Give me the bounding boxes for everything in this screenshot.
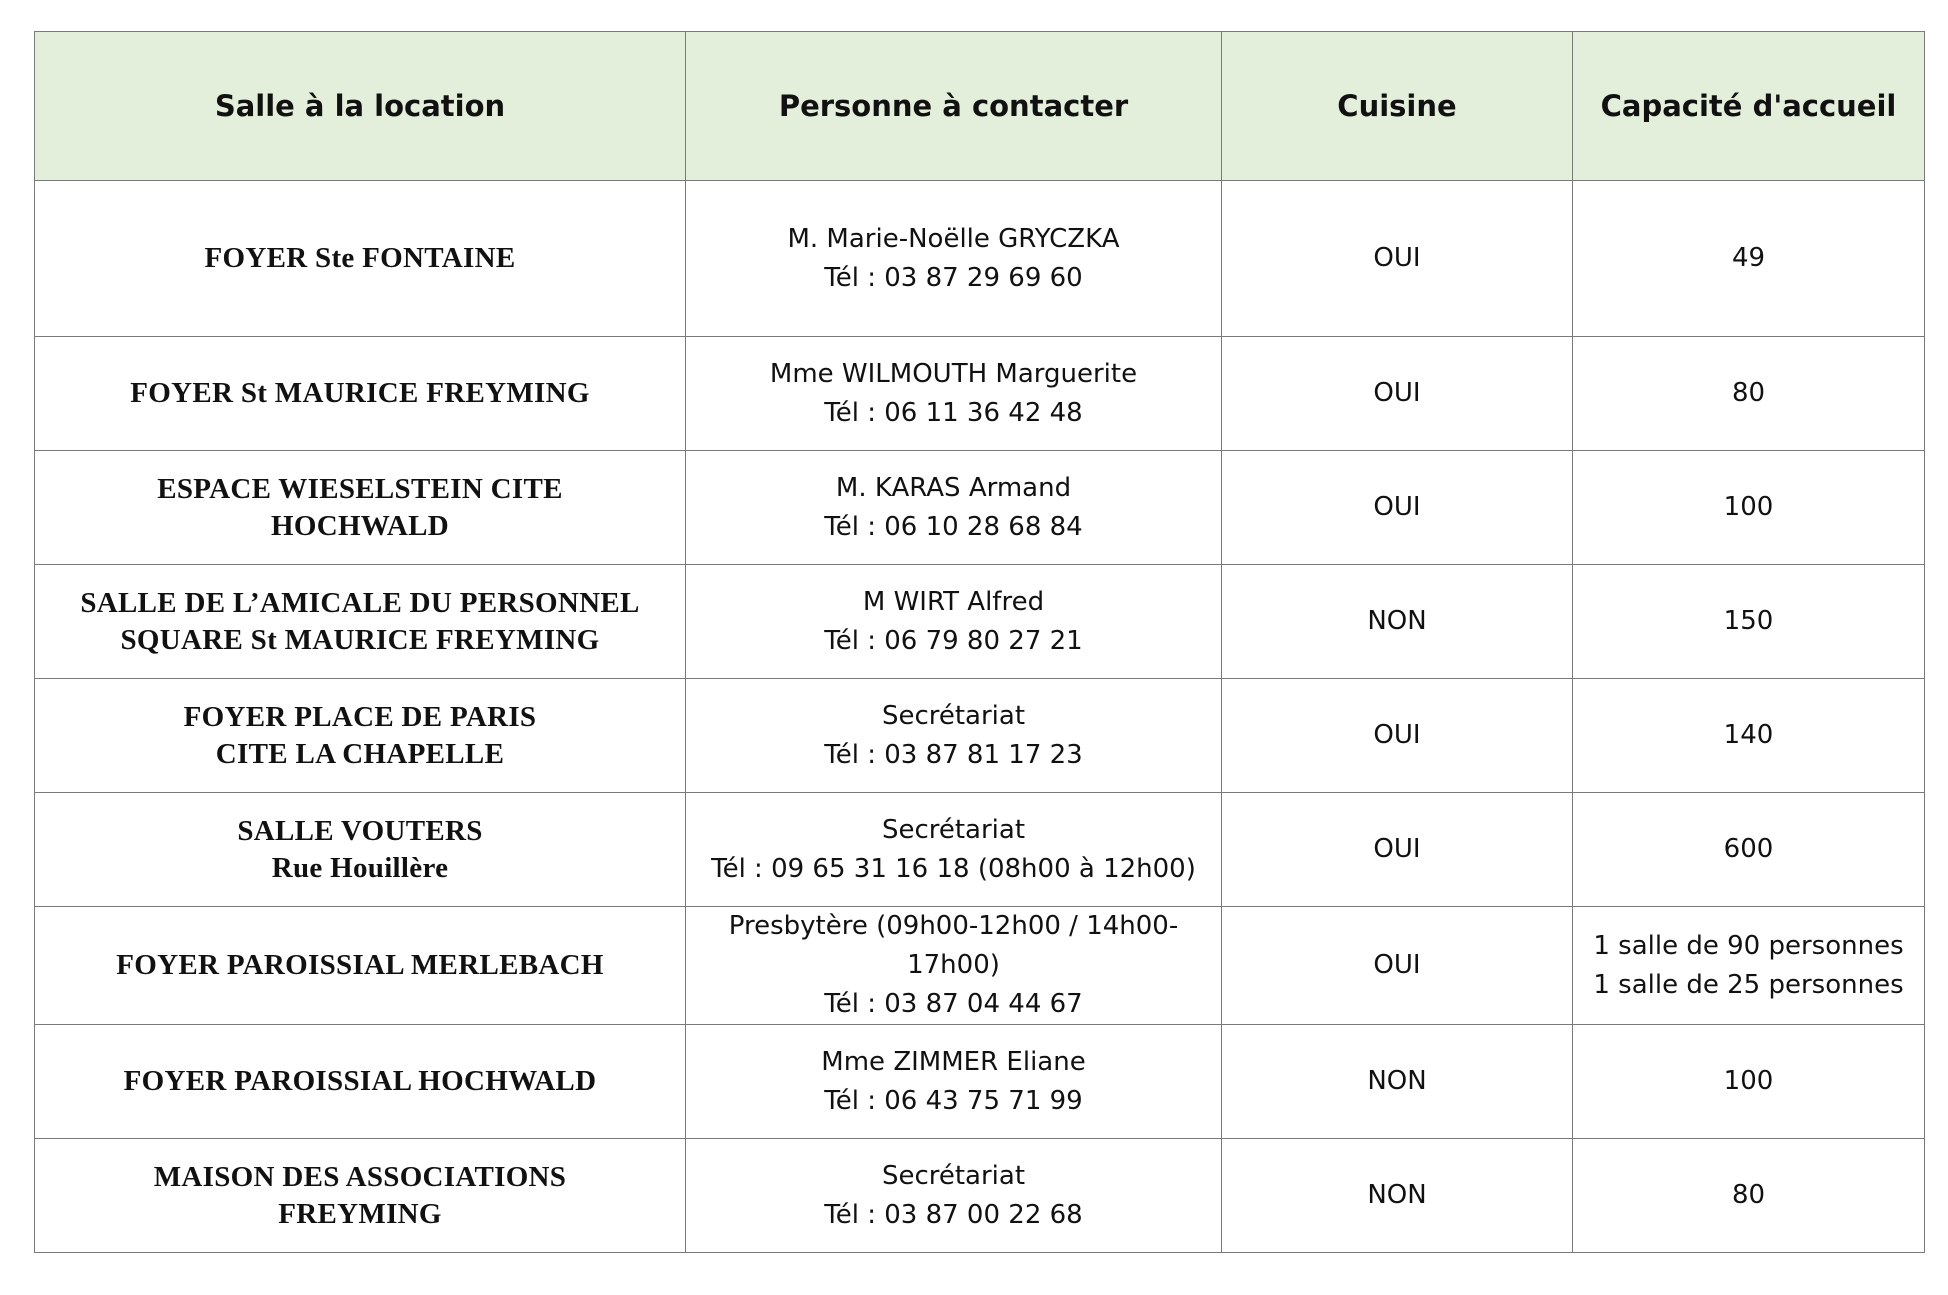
salle-line: MAISON DES ASSOCIATIONS <box>153 1160 567 1193</box>
cell-salle <box>35 337 686 451</box>
cell-salle <box>35 451 686 565</box>
contact-name: Mme WILMOUTH Marguerite <box>769 358 1138 389</box>
contact-phone: Tél : 03 87 00 22 68 <box>824 1199 1083 1230</box>
cell-contact <box>686 181 1222 337</box>
cell-cuisine: OUI <box>1222 793 1573 907</box>
salle-line: ESPACE WIESELSTEIN CITE <box>157 472 563 505</box>
salle-line: FOYER St MAURICE FREYMING <box>130 377 590 409</box>
rental-halls-table <box>34 31 1925 1253</box>
cell-cuisine: OUI <box>1222 451 1573 565</box>
header-salle: Salle à la location <box>35 32 686 181</box>
capacite-line: 150 <box>1723 606 1774 636</box>
header-cuisine: Cuisine <box>1222 32 1573 181</box>
capacite-line: 49 <box>1731 243 1766 273</box>
cell-salle <box>35 1025 686 1139</box>
cell-capacite <box>1573 793 1925 907</box>
cell-cuisine: OUI <box>1222 679 1573 793</box>
cell-contact <box>686 793 1222 907</box>
cell-cuisine: OUI <box>1222 337 1573 451</box>
cell-salle <box>35 793 686 907</box>
capacite-line: 80 <box>1731 378 1766 408</box>
contact-phone: Tél : 03 87 29 69 60 <box>824 262 1083 293</box>
contact-phone: Tél : 06 11 36 42 48 <box>824 397 1083 428</box>
salle-line: HOCHWALD <box>270 509 450 542</box>
cell-salle <box>35 181 686 337</box>
contact-name: Secrétariat <box>881 1160 1026 1191</box>
cell-capacite <box>1573 451 1925 565</box>
contact-name: Mme ZIMMER Eliane <box>821 1046 1086 1077</box>
salle-line: CITE LA CHAPELLE <box>215 737 505 770</box>
cell-cuisine: OUI <box>1222 907 1573 1025</box>
contact-phone: Tél : 09 65 31 16 18 (08h00 à 12h00) <box>711 853 1196 884</box>
header-capacite: Capacité d'accueil <box>1573 32 1925 181</box>
cell-cuisine: NON <box>1222 1139 1573 1253</box>
salle-line: SALLE DE L’AMICALE DU PERSONNEL <box>80 586 640 619</box>
contact-phone: Tél : 06 79 80 27 21 <box>824 625 1083 656</box>
cell-capacite <box>1573 181 1925 337</box>
cell-capacite <box>1573 907 1925 1025</box>
salle-line: SALLE VOUTERS <box>237 814 483 847</box>
contact-name: M. Marie-Noëlle GRYCZKA <box>787 223 1120 254</box>
capacite-line: 80 <box>1731 1180 1766 1210</box>
cell-cuisine: NON <box>1222 1025 1573 1139</box>
contact-name: Presbytère (09h00-12h00 / 14h00- <box>728 911 1179 941</box>
table-row <box>35 1025 1925 1139</box>
salle-line: FOYER PLACE DE PARIS <box>183 700 537 733</box>
salle-line: FOYER PAROISSIAL MERLEBACH <box>116 949 604 981</box>
cell-contact <box>686 907 1222 1025</box>
capacite-line: 100 <box>1723 492 1774 522</box>
cell-capacite <box>1573 565 1925 679</box>
cell-contact <box>686 565 1222 679</box>
cell-salle <box>35 679 686 793</box>
cell-capacite <box>1573 337 1925 451</box>
contact-phone: Tél : 03 87 81 17 23 <box>824 739 1083 770</box>
table-row <box>35 793 1925 907</box>
table-row <box>35 1139 1925 1253</box>
contact-name: M WIRT Alfred <box>862 586 1045 617</box>
contact-name: 17h00) <box>907 950 1000 980</box>
cell-contact <box>686 337 1222 451</box>
cell-salle <box>35 565 686 679</box>
cell-contact <box>686 679 1222 793</box>
capacite-line: 100 <box>1723 1066 1774 1096</box>
header-row <box>35 32 1925 181</box>
cell-capacite <box>1573 1139 1925 1253</box>
contact-phone: Tél : 06 10 28 68 84 <box>824 511 1083 542</box>
cell-contact <box>686 451 1222 565</box>
cell-capacite <box>1573 679 1925 793</box>
contact-name: Secrétariat <box>881 814 1026 845</box>
table-row <box>35 181 1925 337</box>
contact-name: Secrétariat <box>881 700 1026 731</box>
table-row <box>35 565 1925 679</box>
salle-line: FOYER Ste FONTAINE <box>204 242 516 274</box>
header-contact: Personne à contacter <box>686 32 1222 181</box>
capacite-line: 1 salle de 90 personnes <box>1593 930 1904 961</box>
salle-line: SQUARE St MAURICE FREYMING <box>120 623 600 656</box>
cell-salle <box>35 1139 686 1253</box>
capacite-line: 140 <box>1723 720 1774 750</box>
table-row <box>35 679 1925 793</box>
table-row <box>35 337 1925 451</box>
table-row <box>35 907 1925 1025</box>
salle-line: FREYMING <box>278 1197 442 1230</box>
salle-line: Rue Houillère <box>271 851 449 884</box>
contact-phone: Tél : 06 43 75 71 99 <box>824 1085 1083 1116</box>
contact-phone: Tél : 03 87 04 44 67 <box>824 989 1083 1019</box>
cell-cuisine: OUI <box>1222 181 1573 337</box>
salle-line: FOYER PAROISSIAL HOCHWALD <box>123 1065 597 1097</box>
cell-cuisine: NON <box>1222 565 1573 679</box>
contact-name: M. KARAS Armand <box>835 472 1072 503</box>
cell-salle <box>35 907 686 1025</box>
capacite-line: 1 salle de 25 personnes <box>1593 969 1904 1000</box>
capacite-line: 600 <box>1723 834 1774 864</box>
cell-contact <box>686 1025 1222 1139</box>
cell-contact <box>686 1139 1222 1253</box>
table-row <box>35 451 1925 565</box>
cell-capacite <box>1573 1025 1925 1139</box>
